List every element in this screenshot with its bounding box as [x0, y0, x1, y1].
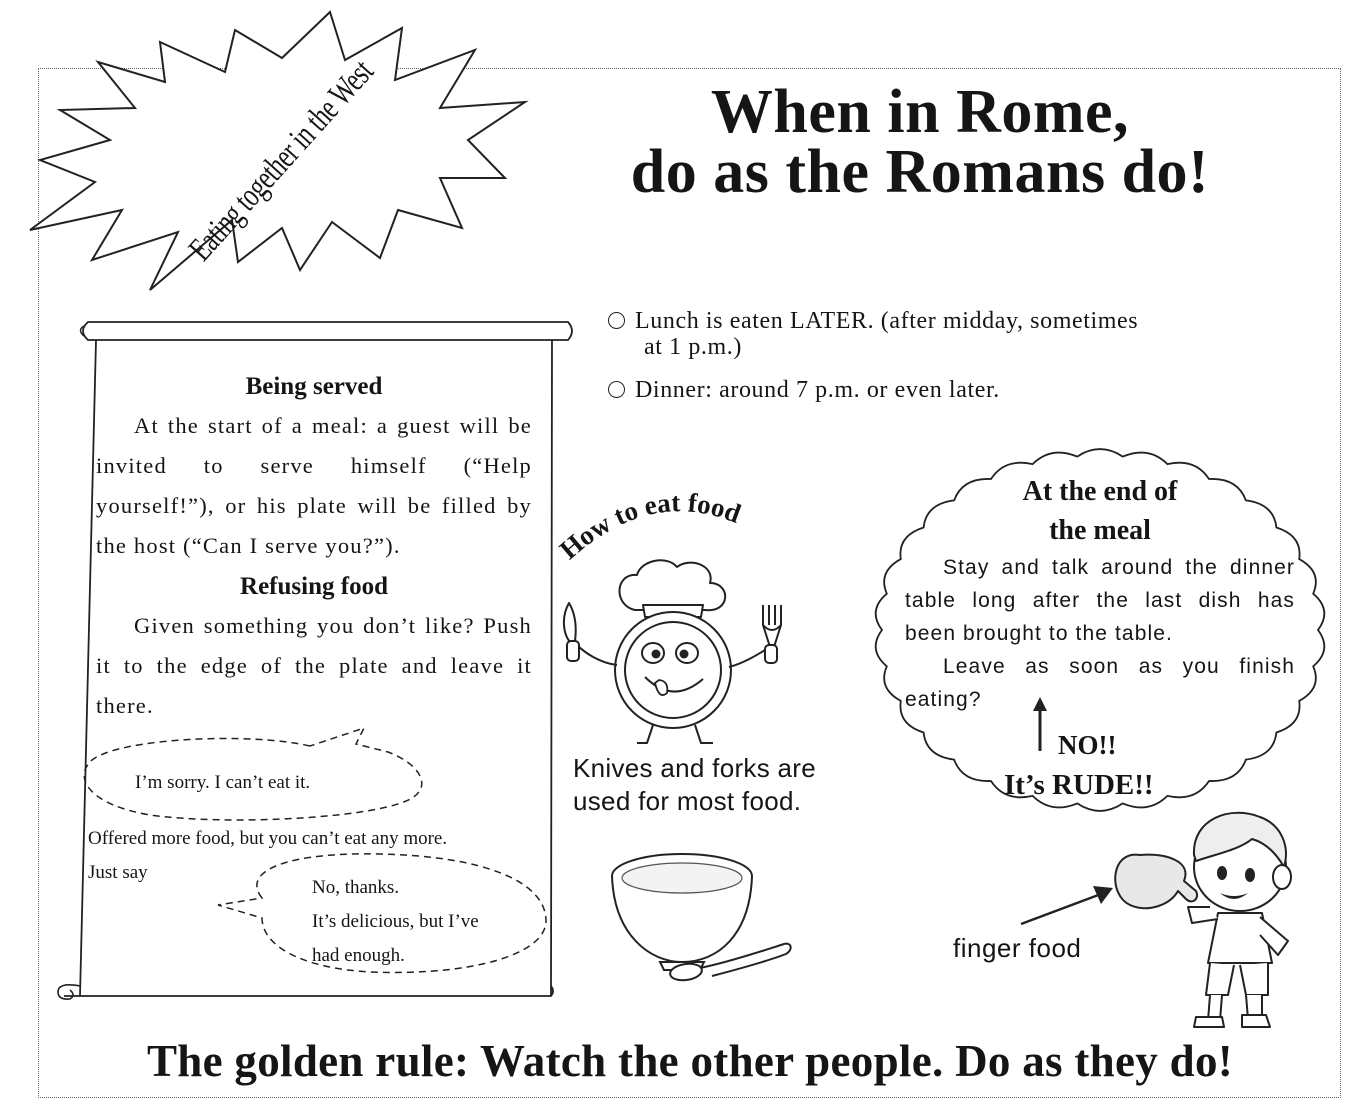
end-leave-text: Leave as soon as you finish eating? — [905, 655, 1295, 711]
bubble-thanks-line-1: No, thanks. — [312, 877, 400, 898]
bubble-thanks-line-3: had enough. — [312, 945, 405, 966]
end-of-meal-text — [905, 551, 1295, 716]
bullet-lunch-line-1: Lunch is eaten LATER. (after midday, sometimes — [635, 308, 1139, 334]
refusing-heading: Refusing food — [240, 573, 388, 600]
bullet-dinner-text: Dinner: around 7 p.m. or even later. — [635, 377, 1000, 403]
knives-forks-text: Knives and forks are used for most food. — [573, 753, 817, 816]
offered-text-line-1: Offered more food, but you can’t eat any more. — [88, 828, 448, 849]
offered-text-line-2: Just say — [88, 862, 148, 883]
end-stay-text: Stay and talk around the dinner table long after the last dish has been brought to the table. — [905, 556, 1295, 645]
title-line-2: do as the Romans do! — [630, 138, 1210, 206]
boy-drumstick-illustration — [1100, 795, 1300, 1040]
end-of-meal-heading: At the end of the meal — [1022, 476, 1178, 546]
bubble-thanks-line-2: It’s delicious, but I’ve — [312, 911, 479, 932]
served-text: At the start of a meal: a guest will be invited to serve himself (“Help yourself!”), or his plate will be filled by the host (“Can I serve you?”). — [96, 413, 532, 558]
bubble-sorry-text: I’m sorry. I can’t eat it. — [135, 772, 311, 793]
no-text: NO!! — [1058, 730, 1117, 760]
arc-title-text: How to eat food — [553, 487, 745, 565]
finger-food-label: finger food — [953, 933, 1082, 963]
served-heading: Being served — [245, 373, 383, 400]
up-arrow-icon — [1030, 695, 1050, 753]
title-line-1: When in Rome, — [710, 78, 1130, 146]
finger-food-arrow-icon — [1015, 880, 1125, 930]
rude-text: It’s RUDE!! — [1004, 769, 1154, 801]
burst-label: Eating together in the West — [181, 53, 381, 269]
refusing-text: Given something you don’t like? Push it to the edge of the plate and leave it there. — [96, 613, 532, 718]
bullet-lunch-line-2: at 1 p.m.) — [644, 334, 742, 360]
golden-rule: The golden rule: Watch the other people. Do as they do! — [146, 1036, 1234, 1086]
